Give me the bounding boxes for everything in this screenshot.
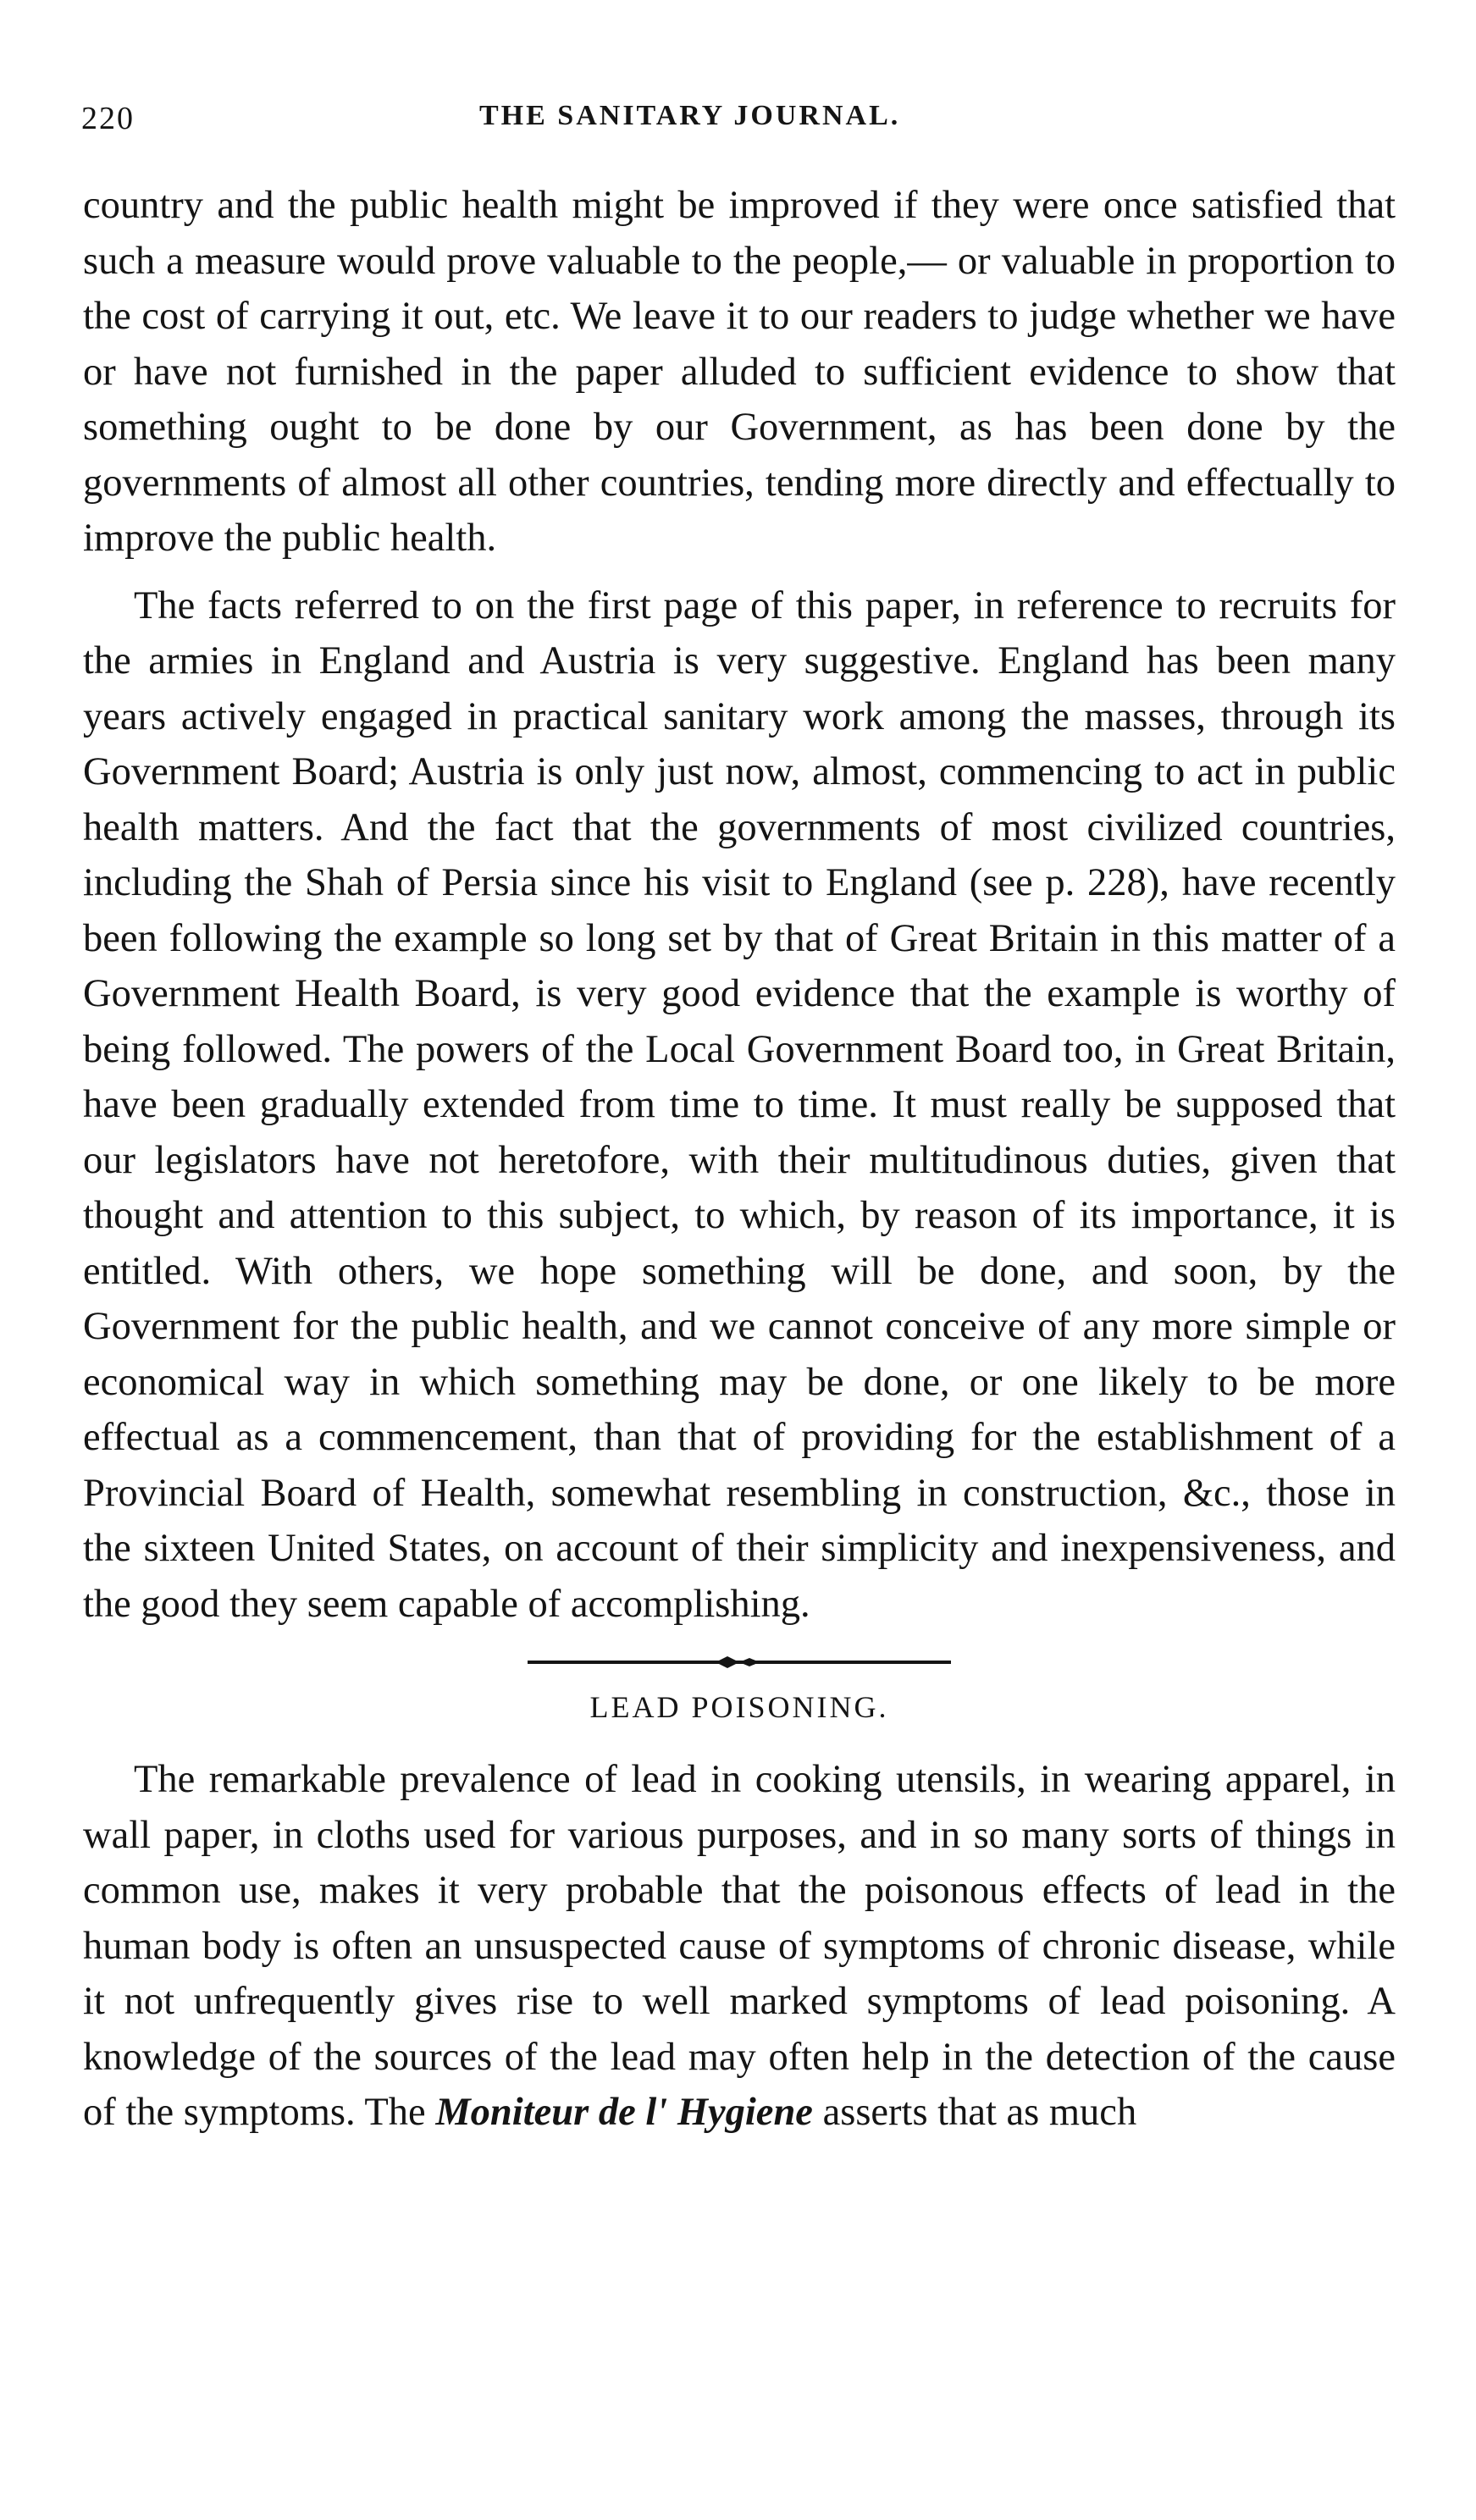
running-head: THE SANITARY JOURNAL. <box>479 100 901 131</box>
page-number: 220 <box>81 101 135 136</box>
page-body <box>83 178 1396 2141</box>
section-divider <box>528 1654 951 1671</box>
page-header <box>81 100 1402 151</box>
lead-paragraph-text: The remarkable prevalence of lead in cooking utensils, in wearing apparel, in wall paper, in cloths used for various purposes, and in so many sorts of things in common use, makes it very probable that the poisonous effects of lead in the human body is often an unsuspected cause of symptoms of chronic disease, while it not unfrequently gives rise to well marked symptoms of lead poisoning. A knowledge of the sources of the lead may often help in the detection of the cause of the symptoms. The <box>83 1758 1396 2134</box>
paragraph-lead-poisoning <box>83 1752 1396 2141</box>
lead-paragraph-ending: asserts that as much <box>812 2091 1137 2134</box>
paragraph-facts: The facts referred to on the first page of this paper, in reference to recruits for the armies in England and Austria is very suggestive. England has been many years actively engaged in practical sanitary work among the masses, through its Government Board; Austria is only just now, almost, commencing to act in public health matters. And the fact that the governments of most civilized countries, including the Shah of Persia since his visit to England (see p. 228), have recently been following the example so long set by that of Great Britain in this matter of a Government Health Board, is very good evidence that the example is worthy of being followed. The powers of the Local Government Board too, in Great Britain, have been gradually extended from time to time. It must really be supposed that our legislators have not heretofore, with their multitudinous duties, given that thought and attention to this subject, to which, by reason of its importance, it is entitled. With others, we hope something will be done, and soon, by the Government for the public health, and we cannot conceive of any more simple or economical way in which something may be done, or one likely to be more effectual as a commencement, than that of providing for the establishment of a Provincial Board of Health, somewhat resembling in construction, &c., those in the sixteen United States, on account of their simplicity and inexpensiveness, and the good they seem capable of accomplishing. <box>83 583 1396 1626</box>
section-heading: LEAD POISONING. <box>589 1690 889 1724</box>
paragraph-continuation: country and the public health might be improved if they were once satisfied that such a measure would prove valuable to the people,— or valuable in proportion to the cost of carrying it out, etc. We leave it to our readers to judge whether we have or have not furnished in the paper alluded to sufficient evidence to show that something ought to be done by our Government, as has been done by the governments of almost all other countries, tending more directly and effectually to improve the public health. <box>83 184 1396 560</box>
publication-title: Moniteur de l' Hygiene <box>435 2091 813 2134</box>
